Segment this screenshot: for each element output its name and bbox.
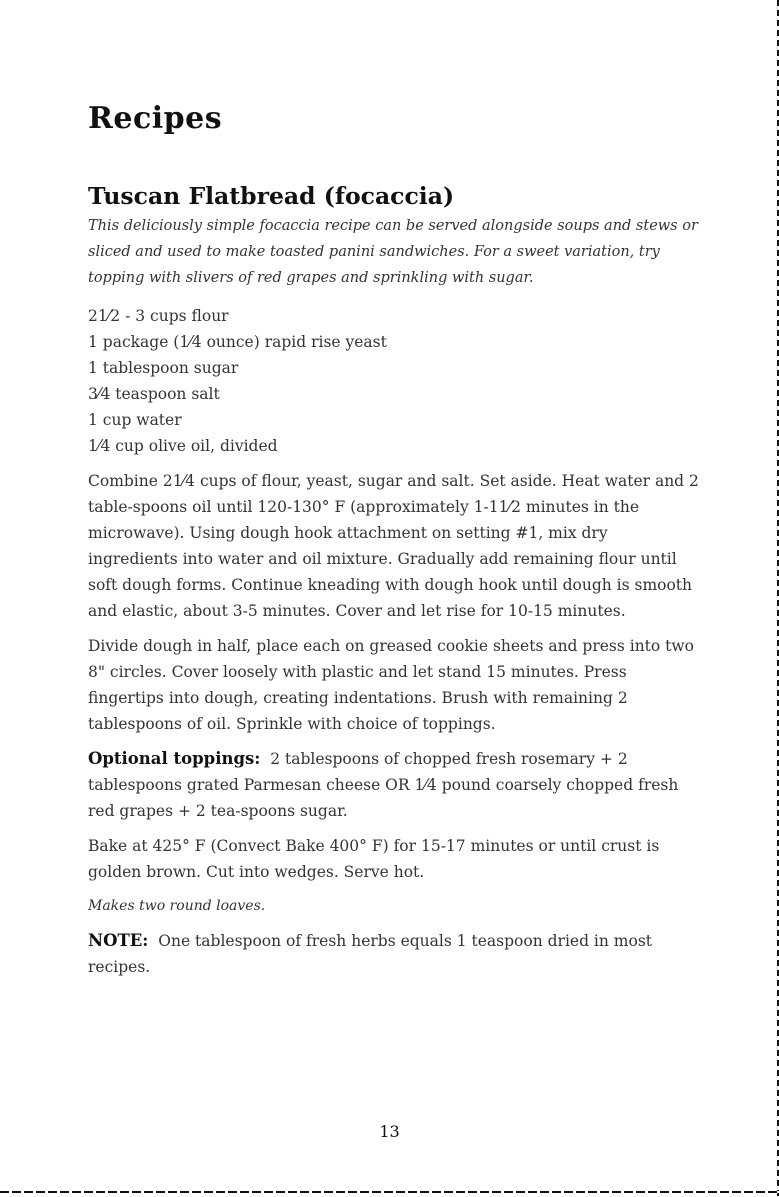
- recipe-yield: Makes two round loaves.: [88, 898, 266, 914]
- ingredient-item: 1 tablespoon sugar: [88, 359, 239, 377]
- note-text: One tablespoon of fresh herbs equals 1 teaspoon dried in most recipes.: [88, 932, 653, 976]
- recipe-note: [88, 928, 700, 980]
- bake-instructions: Bake at 425° F (Convect Bake 400° F) for 15-17 minutes or until crust is golden brown. Cut into wedges. Serve hot.: [88, 837, 660, 881]
- section-title: Recipes: [88, 101, 223, 136]
- instruction-step-2: Divide dough in half, place each on greased cookie sheets and press into two 8" circles. Cover loosely with plastic and let stand 15 minutes. Press fingertips into dough, creating indentations. Brush with remaining 2 tablespoons of oil. Sprinkle with choice of toppings.: [88, 637, 694, 733]
- ingredient-item: 1 package (1⁄4 ounce) rapid rise yeast: [88, 333, 387, 351]
- page-content: [88, 100, 700, 980]
- page-number: 13: [379, 1122, 400, 1141]
- instruction-step-1: Combine 21⁄4 cups of flour, yeast, sugar and salt. Set aside. Heat water and 2 table-spoons oil until 120-130° F (approximately 1-11⁄2 minutes in the microwave). Using dough hook attachment on setting #1, mix dry ingredients into water and oil mixture. Gradually add remaining flour until soft dough forms. Continue kneading with dough hook until dough is smooth and elastic, about 3-5 minutes. Cover and let rise for 10-15 minutes.: [88, 472, 699, 620]
- toppings-label: Optional toppings:: [88, 749, 261, 768]
- ingredient-item: 21⁄2 - 3 cups flour: [88, 307, 229, 325]
- recipe-title: Tuscan Flatbread (focaccia): [88, 182, 455, 210]
- note-label: NOTE:: [88, 931, 149, 950]
- recipe-intro: This deliciously simple focaccia recipe can be served alongside soups and stews or sliced and used to make toasted panini sandwiches. For a sweet variation, try topping with slivers of red grapes and sprinkling with sugar.: [88, 218, 698, 286]
- optional-toppings: [88, 746, 700, 824]
- ingredient-item: 1⁄4 cup olive oil, divided: [88, 437, 278, 455]
- ingredient-item: 1 cup water: [88, 411, 182, 429]
- toppings-text: 2 tablespoons of chopped fresh rosemary + 2 tablespoons grated Parmesan cheese OR 1⁄4 pound coarsely chopped fresh red grapes + 2 tea-spoons sugar.: [88, 750, 679, 820]
- ingredient-item: 3⁄4 teaspoon salt: [88, 385, 220, 403]
- page-edge-bottom: [0, 1191, 779, 1193]
- ingredient-list: [88, 303, 700, 459]
